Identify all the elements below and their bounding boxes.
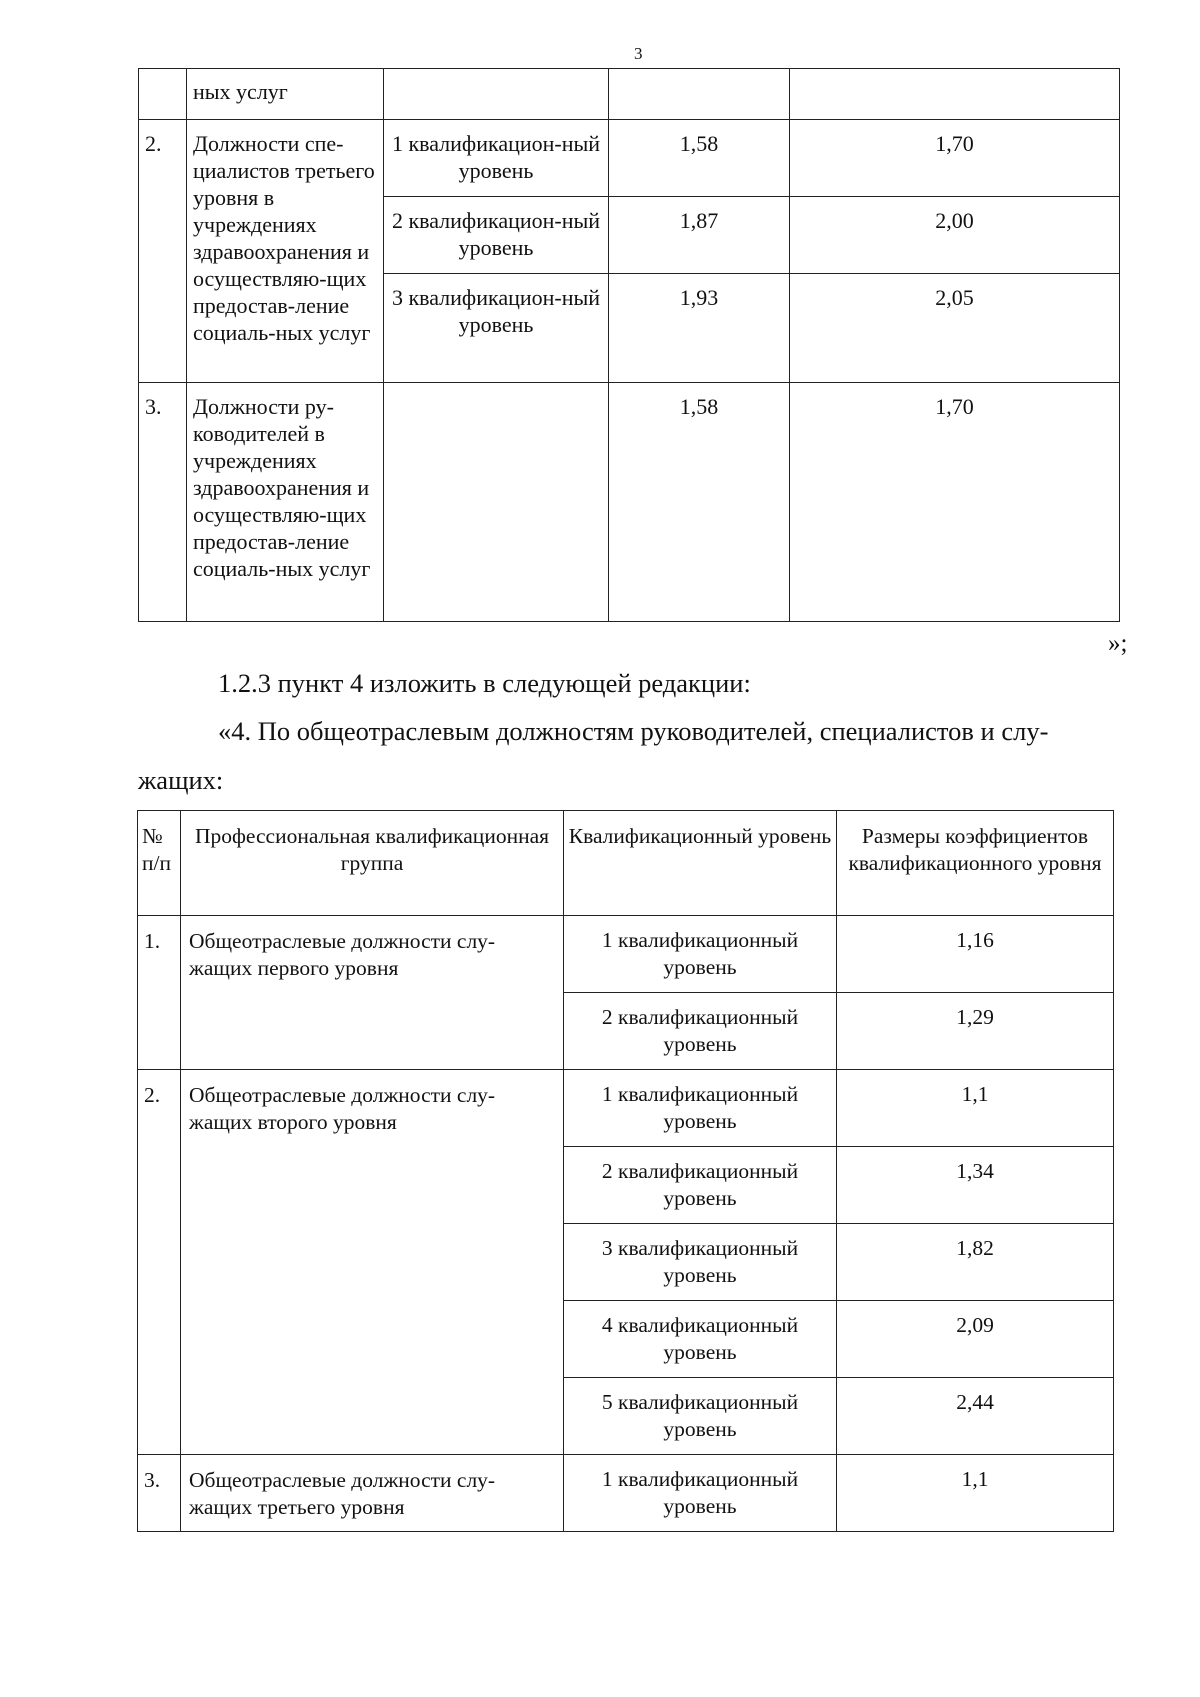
qualification-level: 1 квалификационный уровень: [564, 1455, 837, 1532]
row-number: 3.: [139, 383, 187, 622]
table-cell: ных услуг: [187, 69, 384, 120]
coefficient-value: 1,58: [609, 120, 790, 197]
coefficient-value: 1,87: [609, 197, 790, 274]
qualification-level: [384, 383, 609, 622]
coefficient-value: 2,00: [790, 197, 1120, 274]
table-row: [139, 120, 1120, 197]
coefficients-table-continued: [138, 68, 1120, 622]
header-group: Профессиональная квалификационная группа: [181, 811, 564, 916]
coefficient-value: 1,1: [837, 1070, 1114, 1147]
qualification-level: 1 квалификацион-ный уровень: [384, 120, 609, 197]
qualification-level: 1 квалификационный уровень: [564, 916, 837, 993]
group-name: Должности спе-циалистов третьего уровня в учреждениях здравоохранения и осуществляю-щих предостав-ление социаль-ных услуг: [187, 120, 384, 383]
row-number: 1.: [138, 916, 181, 1070]
general-positions-table: [137, 810, 1114, 1532]
table-row: [138, 1070, 1114, 1147]
paragraph-amendment: 1.2.3 пункт 4 изложить в следующей редакции:: [218, 668, 751, 698]
header-number: № п/п: [138, 811, 181, 916]
qualification-level: 3 квалификационный уровень: [564, 1224, 837, 1301]
qualification-level: 1 квалификационный уровень: [564, 1070, 837, 1147]
page-number: 3: [634, 44, 643, 63]
table-row: [138, 916, 1114, 993]
coefficient-value: 2,05: [790, 274, 1120, 383]
table-row: [139, 69, 1120, 120]
coefficient-value: 2,09: [837, 1301, 1114, 1378]
coefficient-value: 1,29: [837, 993, 1114, 1070]
paragraph-intro-line1: «4. По общеотраслевым должностям руководителей, специалистов и слу-: [218, 716, 1049, 746]
table-cell: [609, 69, 790, 120]
closing-quote: »;: [1108, 630, 1128, 657]
row-number: 3.: [138, 1455, 181, 1532]
table-header-row: [138, 811, 1114, 916]
coefficient-value: 1,93: [609, 274, 790, 383]
table-row: [139, 383, 1120, 622]
header-level: Квалификационный уровень: [564, 811, 837, 916]
coefficient-value: 2,44: [837, 1378, 1114, 1455]
coefficient-value: 1,1: [837, 1455, 1114, 1532]
coefficient-value: 1,70: [790, 120, 1120, 197]
table-row: [138, 1455, 1114, 1532]
qualification-level: 4 квалификационный уровень: [564, 1301, 837, 1378]
table-cell: [384, 69, 609, 120]
group-name: Общеотраслевые должности слу-жащих первого уровня: [181, 916, 564, 1070]
row-number: 2.: [139, 120, 187, 383]
table-cell: [139, 69, 187, 120]
qualification-level: 2 квалификационный уровень: [564, 993, 837, 1070]
coefficient-value: 1,70: [790, 383, 1120, 622]
group-name: Общеотраслевые должности слу-жащих третьего уровня: [181, 1455, 564, 1532]
qualification-level: 3 квалификацион-ный уровень: [384, 274, 609, 383]
coefficient-value: 1,82: [837, 1224, 1114, 1301]
qualification-level: 2 квалификацион-ный уровень: [384, 197, 609, 274]
coefficient-value: 1,34: [837, 1147, 1114, 1224]
group-name: Общеотраслевые должности слу-жащих второго уровня: [181, 1070, 564, 1455]
group-name: Должности ру-ководителей в учреждениях здравоохранения и осуществляю-щих предостав-ление социаль-ных услуг: [187, 383, 384, 622]
qualification-level: 5 квалификационный уровень: [564, 1378, 837, 1455]
coefficient-value: 1,16: [837, 916, 1114, 993]
paragraph-intro-line2: жащих:: [138, 765, 224, 795]
qualification-level: 2 квалификационный уровень: [564, 1147, 837, 1224]
coefficient-value: 1,58: [609, 383, 790, 622]
table-cell: [790, 69, 1120, 120]
row-number: 2.: [138, 1070, 181, 1455]
header-coefficient: Размеры коэффициентов квалификационного уровня: [837, 811, 1114, 916]
